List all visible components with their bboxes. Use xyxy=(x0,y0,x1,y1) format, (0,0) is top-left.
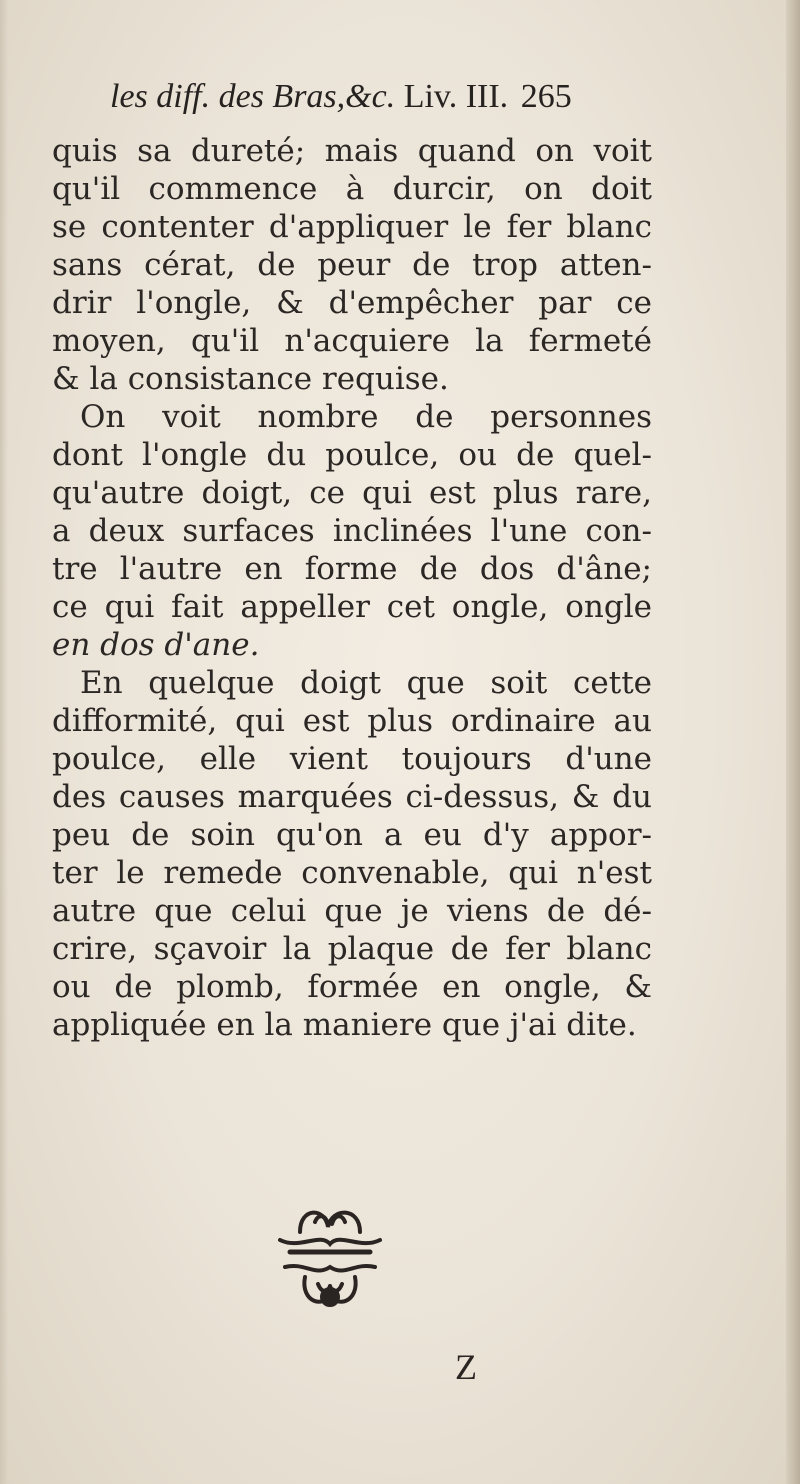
text-line: tre l'autre en forme de dos d'âne; xyxy=(52,551,652,587)
text-line: ter le remede convenable, qui n'est xyxy=(52,855,652,891)
fleuron-icon xyxy=(270,1192,390,1322)
text-line: En quelque doigt que soit cette xyxy=(80,665,652,701)
signature-mark: Z xyxy=(455,1347,477,1387)
text-line: moyen, qu'il n'acquiere la fermeté xyxy=(52,323,652,359)
page-number: 265 xyxy=(520,78,572,115)
text-line: a deux surfaces inclinées l'une con- xyxy=(52,513,652,549)
text-line: autre que celui que je viens de dé- xyxy=(52,893,652,929)
body-text xyxy=(52,132,652,1044)
text-line: se contenter d'appliquer le fer blanc xyxy=(52,209,652,245)
text-line: en dos d'ane. xyxy=(52,627,260,663)
text-line: On voit nombre de personnes xyxy=(80,399,652,435)
text-line: sans cérat, de peur de trop atten- xyxy=(52,247,652,283)
text-line: drir l'ongle, & d'empêcher par ce xyxy=(52,285,652,321)
text-line: ou de plomb, formée en ongle, & xyxy=(52,969,652,1005)
text-line: crire, sçavoir la plaque de fer blanc xyxy=(52,931,652,967)
text-line: des causes marquées ci-dessus, & du xyxy=(52,779,652,815)
text-line: qu'autre doigt, ce qui est plus rare, xyxy=(52,475,652,511)
page-right-edge xyxy=(786,0,800,1484)
running-head-book: Liv. III. xyxy=(403,78,509,115)
running-head-title: les diff. des Bras,&c. xyxy=(110,78,396,115)
text-line: dont l'ongle du poulce, ou de quel- xyxy=(52,437,652,473)
text-line: quis sa dureté; mais quand on voit xyxy=(52,133,652,169)
text-line: poulce, elle vient toujours d'une xyxy=(52,741,652,777)
page-left-edge xyxy=(0,0,8,1484)
text-line: peu de soin qu'on a eu d'y appor- xyxy=(52,817,652,853)
text-line: ce qui fait appeller cet ongle, ongle xyxy=(52,589,652,625)
text-line: qu'il commence à durcir, on doit xyxy=(52,171,652,207)
text-line: difformité, qui est plus ordinaire au xyxy=(52,703,652,739)
running-head xyxy=(110,78,660,116)
text-line: & la consistance requise. xyxy=(52,361,449,397)
text-line: appliquée en la maniere que j'ai dite. xyxy=(52,1007,637,1043)
